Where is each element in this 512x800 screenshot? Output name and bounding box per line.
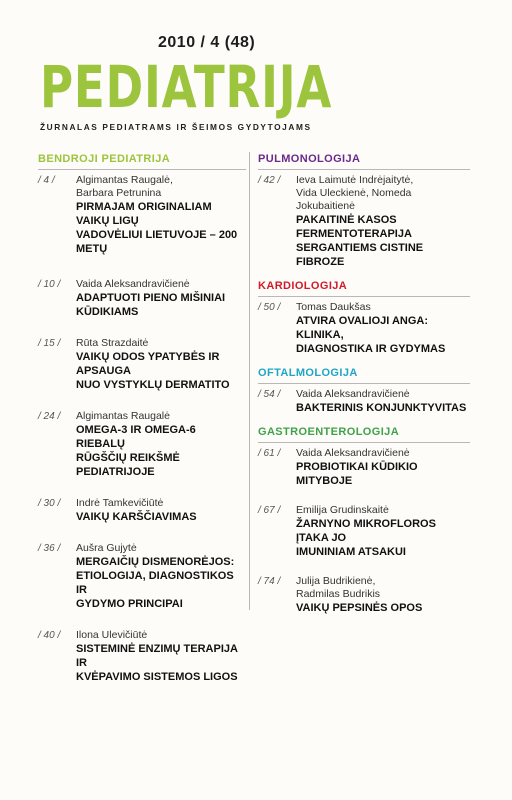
toc-entry[interactable] <box>38 410 246 479</box>
column-divider <box>249 152 250 610</box>
article-title: NUO VYSTYKLŲ DERMATITO <box>76 379 230 391</box>
page-number: / 36 / <box>38 543 61 554</box>
article-title: ADAPTUOTI PIENO MIŠINIAI <box>76 292 226 304</box>
toc-entry[interactable] <box>38 337 246 392</box>
section-pulmonologija <box>258 152 470 269</box>
article-author: Algimantas Raugalė <box>76 410 170 422</box>
article-author: Barbara Petrunina <box>76 187 162 199</box>
article-author: Radmilas Budrikis <box>296 588 381 600</box>
article-author: Julija Budrikienė, <box>296 575 376 587</box>
page-number: / 61 / <box>258 448 281 459</box>
page-number: / 42 / <box>258 175 281 186</box>
page-number: / 40 / <box>38 630 61 641</box>
article-title: PAKAITINĖ KASOS FERMENTOTERAPIJA <box>296 214 412 240</box>
article-title: VAIKŲ ODOS YPATYBĖS IR APSAUGA <box>76 351 220 377</box>
toc-entry[interactable] <box>258 504 470 559</box>
article-author: Rūta Strazdaitė <box>76 337 149 349</box>
article-title: ŽARNYNO MIKROFLOROS ĮTAKA JO <box>296 518 436 544</box>
toc-entry[interactable] <box>258 174 470 269</box>
magazine-title: PEDIATRIJA <box>40 53 333 121</box>
article-title: KŪDIKIAMS <box>76 306 139 318</box>
article-author: Algimantas Raugalė, <box>76 174 173 186</box>
article-title: ATVIRA OVALIOJI ANGA: KLINIKA, <box>296 315 428 341</box>
article-title: VADOVĖLIUI LIETUVOJE – 200 METŲ <box>76 229 238 255</box>
article-author: Vaida Aleksandravičienė <box>296 447 410 459</box>
toc-entry[interactable] <box>38 278 246 319</box>
toc-entry[interactable] <box>38 497 246 524</box>
article-author: Aušra Gujytė <box>76 542 137 554</box>
article-title: PIRMAJAM ORIGINALIAM VAIKŲ LIGŲ <box>76 201 212 227</box>
section-heading-gastroenterologija: GASTROENTEROLOGIJA <box>258 425 470 443</box>
article-title: ETIOLOGIJA, DIAGNOSTIKOS IR <box>76 570 234 596</box>
magazine-subtitle: ŽURNALAS PEDIATRAMS IR ŠEIMOS GYDYTOJAMS <box>40 122 312 132</box>
toc-entry[interactable] <box>258 388 470 415</box>
article-title: KVĖPAVIMO SISTEMOS LIGOS <box>76 671 238 683</box>
page-number: / 15 / <box>38 338 61 349</box>
page-number: / 74 / <box>258 576 281 587</box>
article-author: Ieva Laimutė Indrėjaitytė, <box>296 174 414 186</box>
article-author: Tomas Daukšas <box>296 301 371 313</box>
article-title: RŪGŠČIŲ REIKŠMĖ PEDIATRIJOJE <box>76 452 180 478</box>
page-number: / 30 / <box>38 498 61 509</box>
article-author: Vida Uleckienė, Nomeda Jokubaitienė <box>296 187 412 212</box>
article-title: DIAGNOSTIKA IR GYDYMAS <box>296 343 446 355</box>
article-author: Indrė Tamkevičiūtė <box>76 497 164 509</box>
toc-entry[interactable] <box>38 174 246 256</box>
section-kardiologija <box>258 279 470 356</box>
right-column <box>258 152 470 625</box>
article-author: Vaida Aleksandravičienė <box>76 278 190 290</box>
article-author: Vaida Aleksandravičienė <box>296 388 410 400</box>
page-number: / 67 / <box>258 505 281 516</box>
article-title: SISTEMINĖ ENZIMŲ TERAPIJA IR <box>76 643 238 669</box>
page-number: / 54 / <box>258 389 281 400</box>
section-oftalmologija <box>258 366 470 415</box>
page-number: / 50 / <box>258 302 281 313</box>
article-title: PROBIOTIKAI KŪDIKIO MITYBOJE <box>296 461 418 487</box>
toc-entry[interactable] <box>38 629 246 684</box>
article-title: OMEGA-3 IR OMEGA-6 RIEBALŲ <box>76 424 196 450</box>
page-number: / 24 / <box>38 411 61 422</box>
section-gastroenterologija <box>258 425 470 615</box>
article-title: GYDYMO PRINCIPAI <box>76 598 183 610</box>
page-number: / 10 / <box>38 279 61 290</box>
issue-number: 2010 / 4 (48) <box>158 34 256 51</box>
toc-entry[interactable] <box>38 542 246 611</box>
article-title: BAKTERINIS KONJUNKTYVITAS <box>296 402 467 414</box>
section-heading-pulmonologija: PULMONOLOGIJA <box>258 152 470 170</box>
section-heading-oftalmologija: OFTALMOLOGIJA <box>258 366 470 384</box>
toc-entry[interactable] <box>258 447 470 488</box>
article-title: IMUNINIAM ATSAKUI <box>296 546 406 558</box>
section-heading-bendroji: BENDROJI PEDIATRIJA <box>38 152 246 170</box>
article-title: SERGANTIEMS CISTINE FIBROZE <box>296 242 424 268</box>
page-number: / 4 / <box>38 175 55 186</box>
article-author: Emilija Grudinskaitė <box>296 504 389 516</box>
left-column <box>38 152 246 698</box>
article-author: Ilona Ulevičiūtė <box>76 629 148 641</box>
article-title: VAIKŲ KARŠČIAVIMAS <box>76 511 197 523</box>
section-heading-kardiologija: KARDIOLOGIJA <box>258 279 470 297</box>
article-title: MERGAIČIŲ DISMENORĖJOS: <box>76 556 235 568</box>
article-title: VAIKŲ PEPSINĖS OPOS <box>296 602 423 614</box>
toc-entry[interactable] <box>258 301 470 356</box>
toc-entry[interactable] <box>258 575 470 615</box>
